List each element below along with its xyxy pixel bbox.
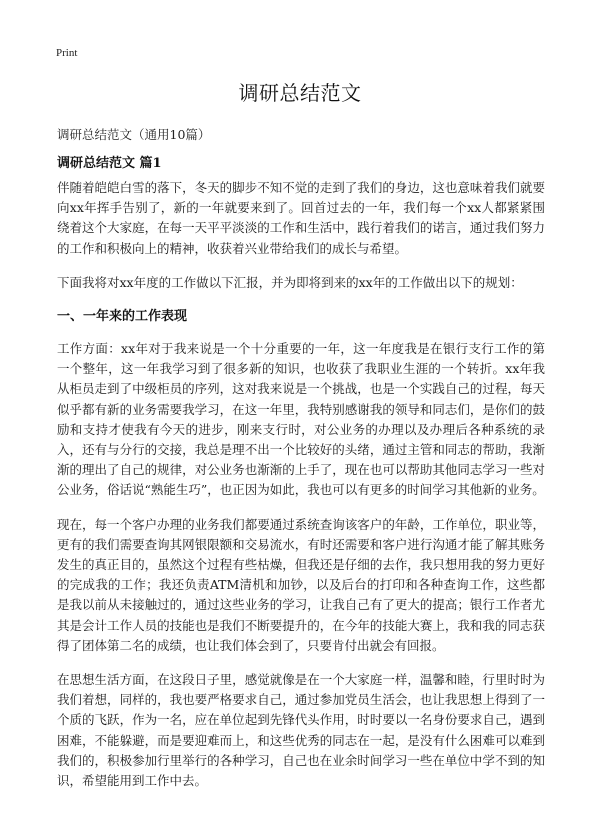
thought-life-paragraph: 在思想生活方面，在这段日子里，感觉就像是在一个大家庭一样，温馨和睦，行里时时为我们着想，同样的，我也要严格要求自己，通过参加党员生活会，也让我思想上得到了一个质的飞跃，作为一名，应在单位起到先锋代头作用，时时要以一名身份要求自己，遇到困难，不能躲避，而是要迎难而上，和这些优秀的同志在一起，是没有什么困难可以难到我们的，积极参加行里举行的各种学习，自己也在业余时间学习一些在单位中学不到的知识，希望能用到工作中去。 <box>57 672 545 789</box>
print-label[interactable]: Print <box>56 47 78 59</box>
document-content <box>57 178 545 805</box>
work-paragraph: 工作方面：xx年对于我来说是一个十分重要的一年，这一年度我是在银行支行工作的第一个整年，这一年我学习到了很多新的知识，也收获了我职业生涯的一个转折。xx年我从柜员走到了中级柜员的序列，这对我来说是一个挑战，也是一个实践自己的过程，每天似乎都有新的业务需要我学习，在这一年里，我特别感谢我的领导和同志们，是你们的鼓励和支持才使我有今天的进步，刚来支行时，对公业务的办理以及办理后各种系统的录入，还有与分行的交接，我总是理不出一个比较好的头绪，通过主管和同志的帮助，我渐渐的理出了自己的规律，对公业务也渐渐的上手了，现在也可以帮助其他同志学习一些对公业务，俗话说“熟能生巧”，也正因为如此，我也可以有更多的时间学习其他新的业务。 <box>57 341 545 498</box>
report-plan-paragraph: 下面我将对xx年度的工作做以下汇报，并为即将到来的xx年的工作做出以下的规划： <box>57 274 523 290</box>
business-paragraph: 现在，每一个客户办理的业务我们都要通过系统查询该客户的年龄，工作单位，职业等，更有的我们需要查询其网银限额和交易流水，有时还需要和客户进行沟通才能了解其账务发生的真正目的，虽然这个过程有些枯燥，但我还是仔细的去作，我只想用我的努力更好的完成我的工作；我还负责ATM清机和加钞，以及后台的打印和各种查询工作，这些都是我以前从未接触过的，通过这些业务的学习，让我自己有了更大的提高；银行工作者尤其是会计工作人员的技能也是我们不断要提升的，在今年的技能大赛上，我和我的同志获得了团体第二名的成绩，也让我们体会到了，只要肯付出就会有回报。 <box>57 516 545 653</box>
page-title: 调研总结范文 <box>238 81 362 105</box>
section-heading: 一、一年来的工作表现 <box>57 309 188 325</box>
intro-paragraph: 伴随着皑皑白雪的落下，冬天的脚步不知不觉的走到了我们的身边，这也意味着我们就要向xx年挥手告别了，新的一年就要来到了。回首过去的一年，我们每一个xx人都紧紧围绕着这个大家庭，在每一天平平淡淡的工作和生活中，践行着我们的诺言，通过我们努力的工作和积极向上的精神，收获着兴业带给我们的成长与希望。 <box>57 180 545 256</box>
article-heading: 调研总结范文 篇1 <box>57 156 162 171</box>
document-subtitle: 调研总结范文（通用10篇） <box>57 127 211 142</box>
